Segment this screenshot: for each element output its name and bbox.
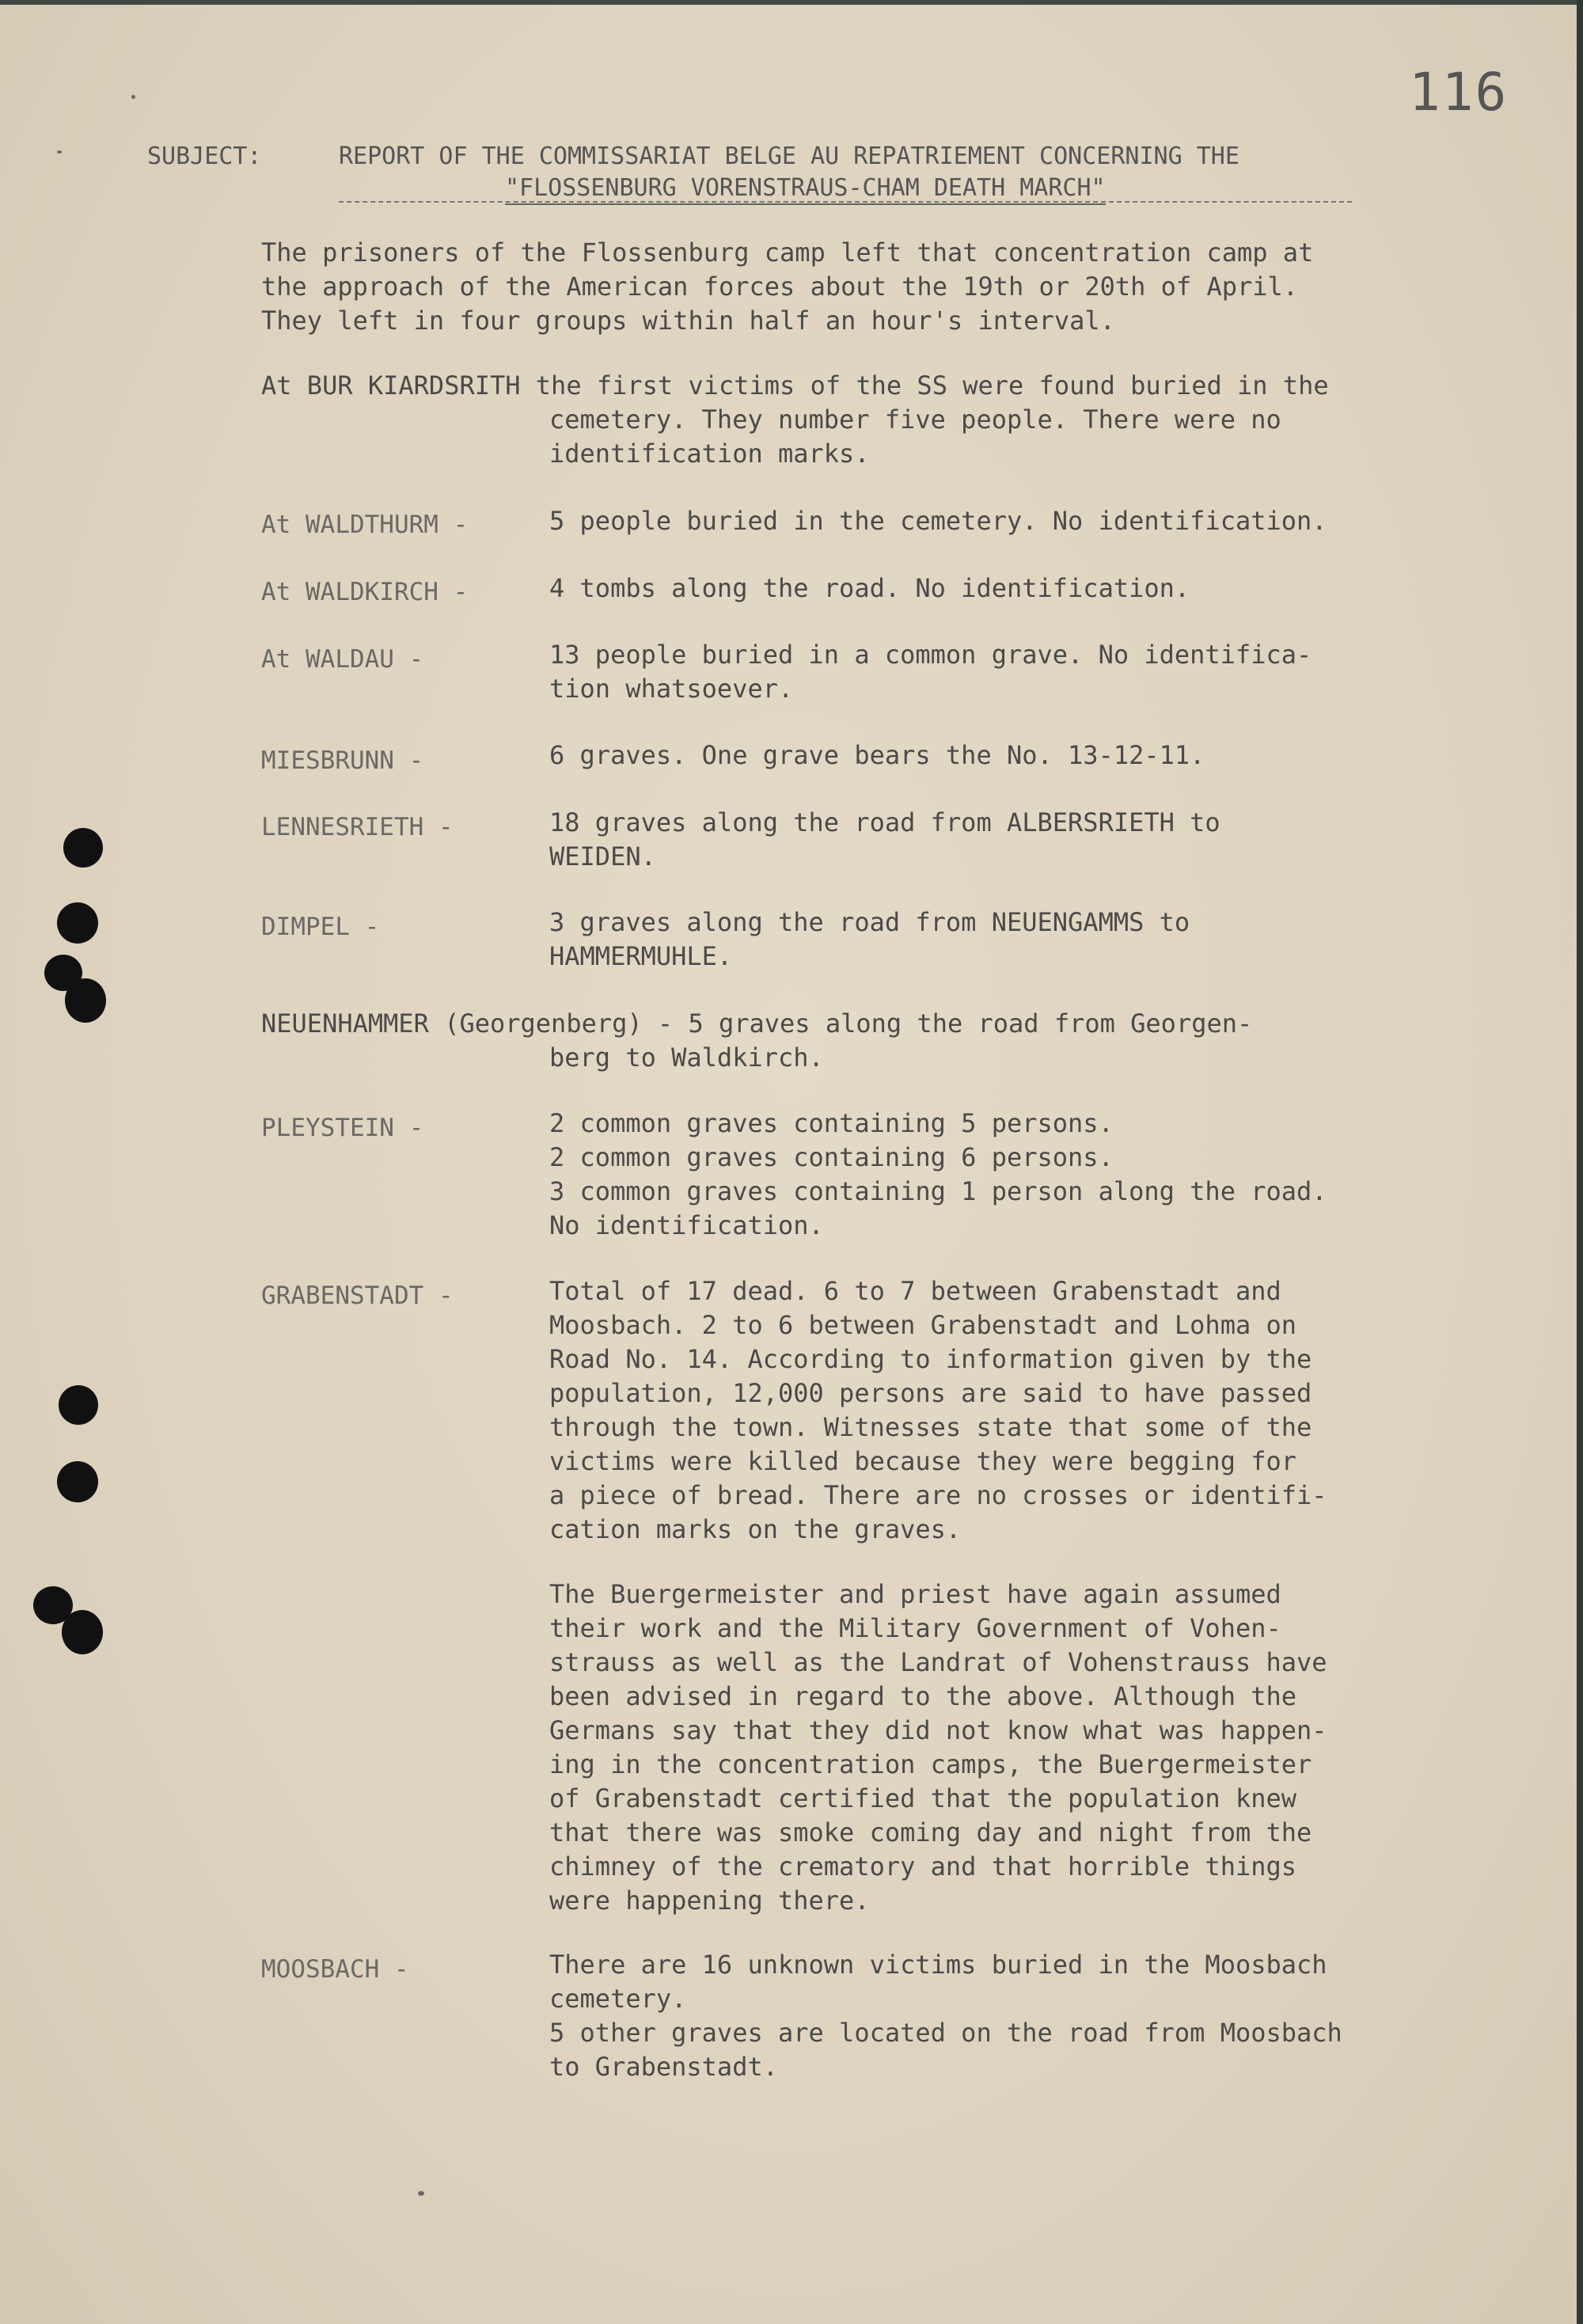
entry-waldkirch-place: At WALDKIRCH - [261, 578, 469, 606]
entry-waldthurm-place: At WALDTHURM - [261, 511, 469, 539]
punch-hole [63, 828, 103, 868]
entry-dimpel-place: DIMPEL - [261, 913, 380, 941]
entry-lennesrieth-text: 18 graves along the road from ALBERSRIETH to WEIDEN. [549, 807, 1220, 872]
page-number: 116 [1409, 62, 1509, 123]
scan-border-top [0, 0, 1583, 5]
entry-grabenstadt-text: Total of 17 dead. 6 to 7 between Grabenstadt and Moosbach. 2 to 6 between Grabenstadt and Lohma on Road No. 14. According to information given by the population, 12,000 persons are said to have passed through the town. Witnesses state that some of the victims were killed because they were begging for a piece of bread. There are no crosses or identifi- cation marks on the graves. [549, 1276, 1327, 1544]
entry-neuenhammer-text: berg to Waldkirch. [549, 1042, 824, 1073]
intro-paragraph: The prisoners of the Flossenburg camp left that concentration camp at the approach of the American forces about the 19th or 20th of April. They left in four groups within half an hour's interval. [261, 237, 1314, 336]
entry-pleystein-text: 2 common graves containing 5 persons. 2 common graves containing 6 persons. 3 common graves containing 1 person along the road. No identification. [549, 1108, 1327, 1240]
entry-pleystein-place: PLEYSTEIN - [261, 1114, 424, 1142]
entry-waldau-place: At WALDAU - [261, 645, 424, 674]
subject-underline [339, 201, 1352, 203]
buergermeister-paragraph: The Buergermeister and priest have again assumed their work and the Military Government of Vohen- strauss as well as the Landrat of Vohenstrauss have been advised in regard to the above. Although the Germans say that they did not know what was happen- ing in the concentration camps, the Buergermeister of Grabenstadt certified that the population knew that there was smoke coming day and night from the chimney of the crematory and that horrible things were happening there. [549, 1579, 1327, 1916]
subject-title-line-2: "FLOSSENBURG VORENSTRAUS-CHAM DEATH MARCH" [505, 174, 1106, 205]
entry-bur-kiardsrith-text: cemetery. They number five people. There were no identification marks. [549, 404, 1281, 469]
subject-label: SUBJECT: [147, 142, 262, 170]
entry-miesbrunn-place: MIESBRUNN - [261, 746, 424, 775]
punch-hole [62, 1610, 103, 1654]
entry-waldau-text: 13 people buried in a common grave. No identifica- tion whatsoever. [549, 640, 1312, 704]
entry-waldkirch-text: 4 tombs along the road. No identification. [549, 573, 1190, 603]
scan-border-right [1577, 0, 1583, 2324]
punch-hole [57, 902, 98, 944]
punch-hole [57, 1461, 98, 1502]
punch-hole [59, 1385, 98, 1425]
entry-miesbrunn-text: 6 graves. One grave bears the No. 13-12-11. [549, 740, 1205, 770]
speck [131, 95, 135, 99]
entry-bur-kiardsrith-lead: At BUR KIARDSRITH the first victims of the SS were found buried in the [261, 370, 1329, 401]
subject-title-line-1: REPORT OF THE COMMISSARIAT BELGE AU REPATRIEMENT CONCERNING THE [339, 142, 1239, 170]
entry-grabenstadt-place: GRABENSTADT - [261, 1282, 454, 1310]
speck [418, 2191, 424, 2196]
entry-waldthurm-text: 5 people buried in the cemetery. No identification. [549, 506, 1327, 536]
entry-moosbach-place: MOOSBACH - [261, 1955, 409, 1984]
entry-neuenhammer-lead: NEUENHAMMER (Georgenberg) - 5 graves along the road from Georgen- [261, 1008, 1253, 1039]
entry-dimpel-text: 3 graves along the road from NEUENGAMMS to HAMMERMUHLE. [549, 907, 1190, 971]
entry-lennesrieth-place: LENNESRIETH - [261, 813, 454, 841]
entry-moosbach-text: There are 16 unknown victims buried in the Moosbach cemetery. 5 other graves are located on the road from Moosbach to Grabenstadt. [549, 1950, 1342, 2082]
speck [57, 150, 62, 154]
punch-hole [65, 978, 106, 1023]
